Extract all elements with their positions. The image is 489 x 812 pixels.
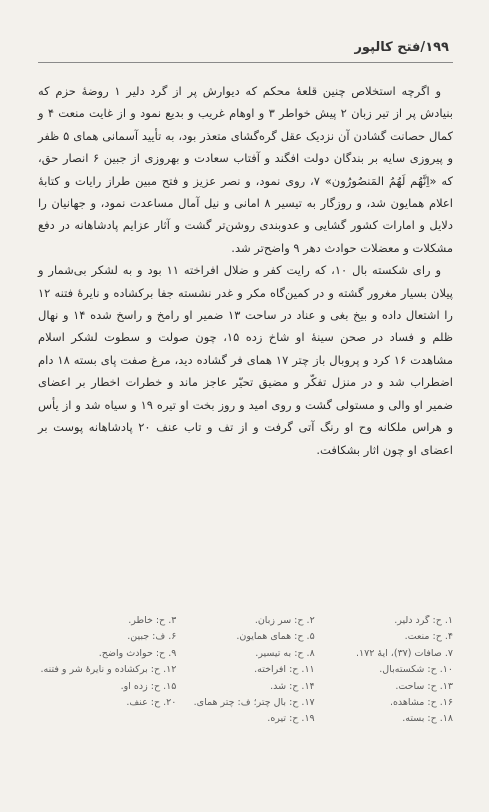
footnote: ۱۰. ح: شکسته‌بال.	[379, 664, 453, 676]
page-header: ۱۹۹/فتح کالپور	[354, 40, 449, 55]
footnote: ۱۲. ح: برکشاده و نایرهٔ شر و فتنه.	[40, 664, 177, 676]
footnote: ۱۱. ح: افراخته.	[254, 664, 315, 676]
footnote: ۱۷. ح: بال چتر؛ ف: چتر همای.	[193, 696, 315, 708]
header-rule	[38, 62, 453, 63]
footnote: ۷. صافات (۳۷)، آیهٔ ۱۷۲.	[356, 647, 453, 659]
footnote: ۸. ح: به تیسیر.	[255, 647, 315, 659]
paragraph: و رای شکسته بال ۱۰، که رایت کفر و ضلال افراخته ۱۱ بود و به لشکر بی‌شمار و پیلان بسیار مغرور گشته و در کمین‌گاه مکر و غدر نشسته جفا برکشاده و نایرهٔ فتنه ۱۲ را اشتعال داده و بیخ بغی و عناد در ساحت ۱۳ ضمیر او رامخ و راسخ شده ۱۴ و نهال ظلم و فساد در صحن سینهٔ او شاخ زده ۱۵، چون صولت و سطوت لشکر اسلام مشاهدت ۱۶ کرد و پروبال باز چتر ۱۷ همای فر گشاده دید، مرغ صفت پای بسته ۱۸ دام اضطراب شد و در منزل تفکّر و مضیق تحیّر عاجز ماند و خطرات اخطار بر اعضای ضمیر او والی و مستولی گشت و روی امید و روز بخت او تیره ۱۹ و سیاه شد و از یأس و هراس ملکانه وح او رنگ آتی گرفت و از تف و تاب عنف ۲۰ پادشاهانه پوست بر اعضای او چون اثار بشکافت.	[38, 263, 454, 457]
footnote: ۳. ح: خاطر.	[128, 615, 177, 626]
paragraph: و اگرچه استخلاص چنین قلعهٔ محکم که دیوارش پر از گرد دلیر ۱ روضهٔ حزم که بنیادش پر از تیر زبان ۲ پیش خواطر ۳ و اوهام غریب و بدیع نمود و از غایت منعت ۴ و کمال حصانت گشادن آن نزدیک عقل گره‌گشای متعذر بود، به تأیید آسمانی همای ۵ ظفر و پیروزی سایه بر بندگان دولت افگند و آفتاب سعادت و بهروزی از جبین ۶ انصار حق، که «اِنَّهُم لَهُمُ المَنصُورُون» ۷، روی نمود، و نصر عزیز و فتح مبین طراز رایات و کتابهٔ اعلام همایون شد، و روزگار به تیسیر ۸ امانی و نیل آمال مساعدت نمود، و جهانیان را دلایل و امارات کشور گشایی و عدوبندی روشن‌تر گشت و آثار عزایم پادشاهانه در دفع مشکلات و معضلات حوادث دهر ۹ واضح‌تر شد.	[38, 84, 454, 255]
main-text	[38, 80, 453, 461]
footnote: ۱۶. ح: مشاهده.	[389, 696, 453, 708]
footnotes	[38, 615, 453, 730]
footnote: ۶. ف: جبین.	[127, 631, 177, 643]
footnote: ۱. ح: گرد دلیر.	[394, 615, 453, 626]
footnote: ۵. ح: همای همایون.	[236, 631, 315, 643]
footnote: ۴. ح: منعت.	[404, 631, 453, 643]
footnote: ۱۵. ح: زده او.	[120, 680, 177, 692]
footnote: ۱۴. ح: شد.	[270, 680, 315, 692]
footnote: ۱۸. ح: بسته.	[402, 713, 453, 725]
footnote: ۱۹. ح: تیره.	[267, 713, 315, 725]
footnote: ۱۳. ح: ساحت.	[395, 680, 453, 692]
footnote: ۹. ح: حوادث واضح.	[98, 647, 177, 659]
footnote: ۲. ح: سر زبان.	[254, 615, 315, 626]
footnote: ۲۰. ح: عنف.	[126, 696, 177, 708]
